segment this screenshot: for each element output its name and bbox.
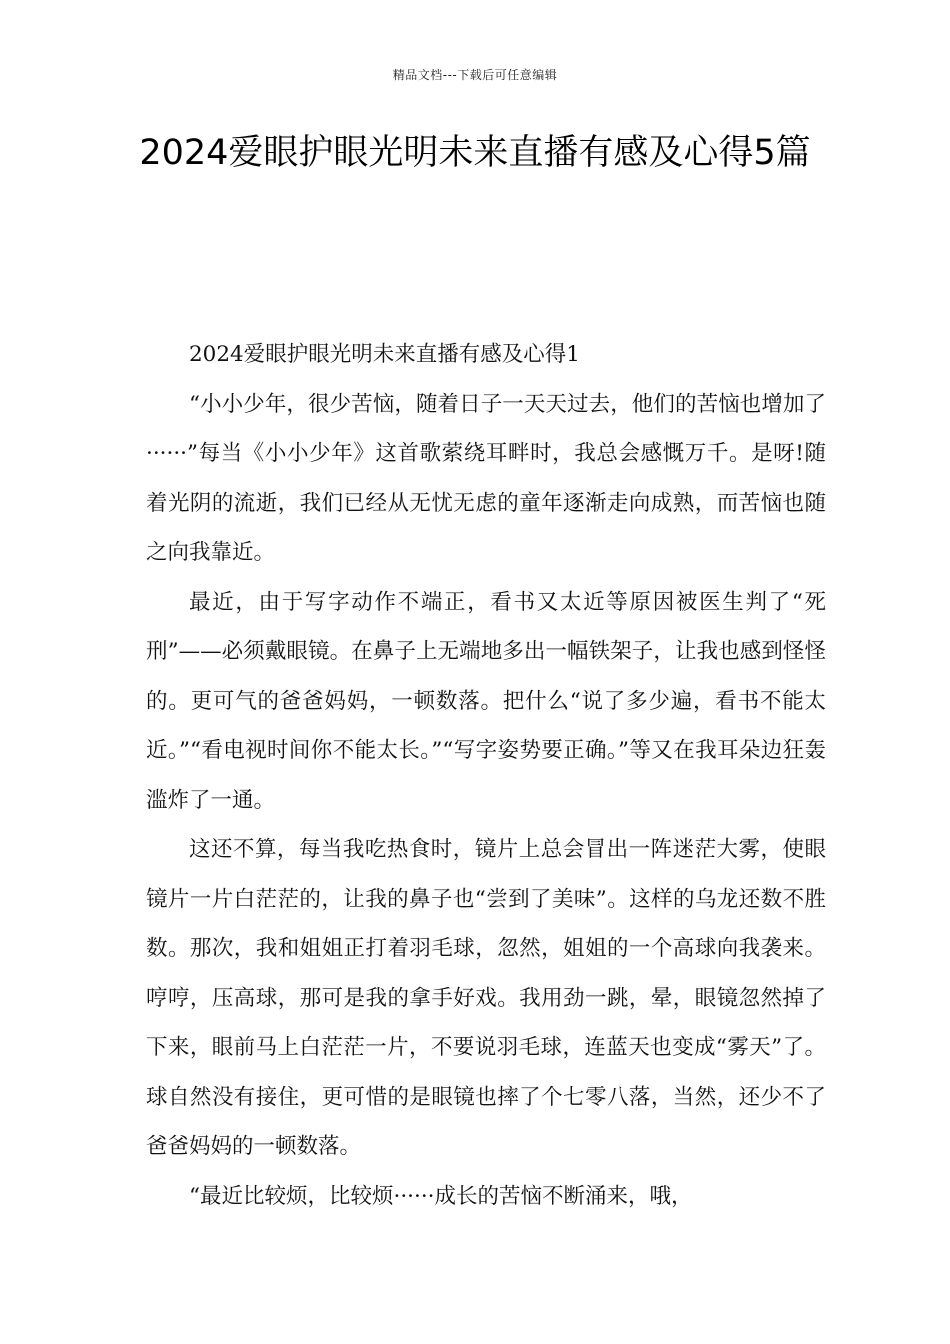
paragraph: 这还不算，每当我吃热食时，镜片上总会冒出一阵迷茫大雾，使眼镜片一片白茫茫的，让我的鼻子也“尝到了美味”。这样的乌龙还数不胜数。那次，我和姐姐正打着羽毛球，忽然，姐姐的一个高球向我袭来。哼哼，压高球，那可是我的拿手好戏。我用劲一跳，晕，眼镜忽然掉了下来，眼前马上白茫茫一片，不要说羽毛球，连蓝天也变成“雾天”了。球自然没有接住，更可惜的是眼镜也摔了个七零八落，当然，还少不了爸爸妈妈的一顿数落。 [146, 837, 826, 1159]
paragraph: “小小少年，很少苦恼，随着日子一天天过去，他们的苦恼也增加了······”每当《小小少年》这首歌萦绕耳畔时，我总会感慨万千。是呀!随着光阴的流逝，我们已经从无忧无虑的童年逐渐走向成熟，而苦恼也随之向我靠近。 [146, 391, 826, 565]
document-title: 2024爱眼护眼光明未来直播有感及心得5篇 [139, 133, 811, 173]
document-body [146, 330, 826, 1221]
paragraph: 最近，由于写字动作不端正，看书又太近等原因被医生判了“死刑”——必须戴眼镜。在鼻子上无端地多出一幅铁架子，让我也感到怪怪的。更可气的爸爸妈妈，一顿数落。把什么“说了多少遍，看书不能太近。”“看电视时间你不能太长。”“写字姿势要正确。”等又在我耳朵边狂轰滥炸了一通。 [146, 589, 826, 813]
header-note: 精品文档---下载后可任意编辑 [392, 68, 558, 82]
section-heading: 2024爱眼护眼光明未来直播有感及心得1 [189, 342, 580, 367]
paragraph: “最近比较烦，比较烦······成长的苦恼不断涌来，哦， [189, 1183, 693, 1209]
